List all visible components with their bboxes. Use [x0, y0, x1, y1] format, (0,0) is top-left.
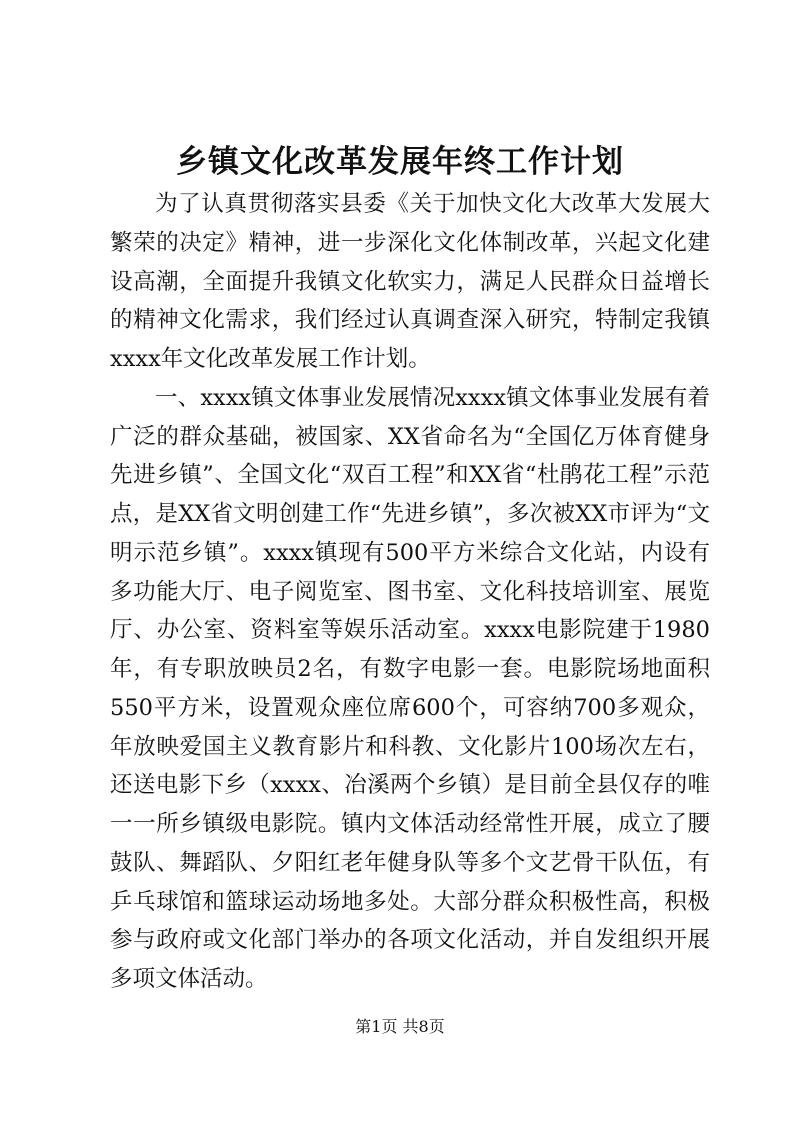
document-body	[110, 185, 710, 999]
paragraph-section-one: 一、xxxx镇文体事业发展情况xxxx镇文体事业发展有着广泛的群众基础，被国家、XX省命名为“全国亿万体育健身先进乡镇”、全国文化“双百工程”和XX省“杜鹃花工程”示范点，是XX省文明创建工作“先进乡镇”，多次被XX市评为“文明示范乡镇”。xxxx镇现有500平方米综合文化站，内设有多功能大厅、电子阅览室、图书室、文化科技培训室、展览厅、办公室、资料室等娱乐活动室。xxxx电影院建于1980年，有专职放映员2名，有数字电影一套。电影院场地面积550平方米，设置观众座位席600个，可容纳700多观众，年放映爱国主义教育影片和科教、文化影片100场次左右，还送电影下乡（xxxx、冶溪两个乡镇）是目前全县仅存的唯一一所乡镇级电影院。镇内文体活动经常性开展，成立了腰鼓队、舞蹈队、夕阳红老年健身队等多个文艺骨干队伍，有乒乓球馆和篮球运动场地多处。大部分群众积极性高，积极参与政府或文化部门举办的各项文化活动，并自发组织开展多项文体活动。	[110, 384, 710, 992]
document-title: 乡镇文化改革发展年终工作计划	[176, 144, 624, 180]
paragraph-intro: 为了认真贯彻落实县委《关于加快文化大改革大发展大繁荣的决定》精神，进一步深化文化体制改革，兴起文化建设高潮，全面提升我镇文化软实力，满足人民群众日益增长的精神文化需求，我们经过认真调查深入研究，特制定我镇xxxx年文化改革发展工作计划。	[110, 191, 710, 372]
page-number-footer: 第1页 共8页	[355, 1017, 445, 1036]
